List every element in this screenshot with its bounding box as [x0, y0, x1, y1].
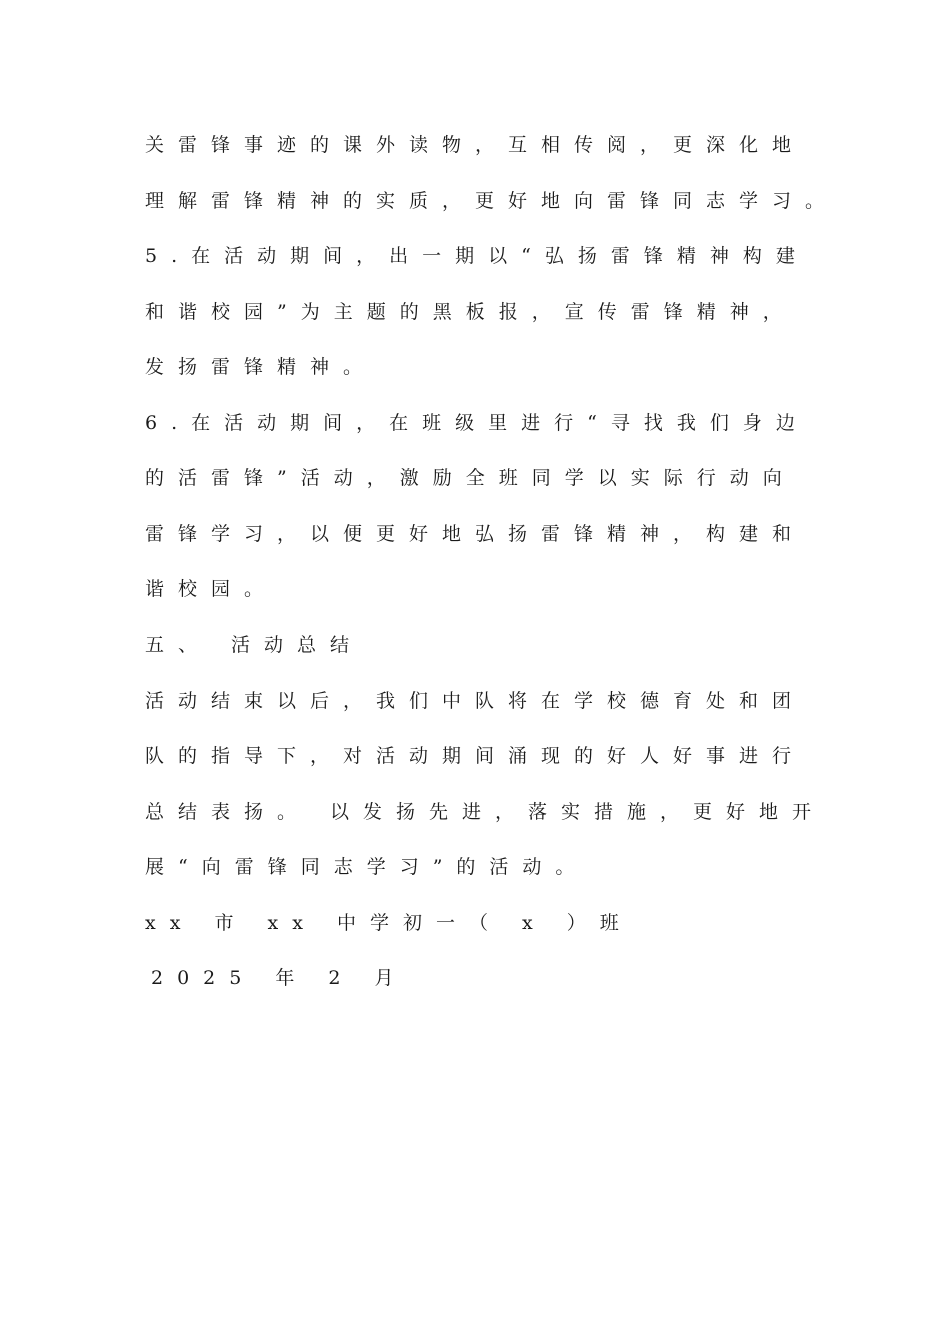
paragraph-line: 关雷锋事迹的课外读物，互相传阅，更深化地 — [145, 134, 806, 156]
paragraph-line: 展“向雷锋同志学习”的活动。 — [145, 856, 589, 878]
list-item-6-line: 6.在活动期间，在班级里进行“寻找我们身边 — [145, 412, 809, 434]
section-heading: 五、 活动总结 — [145, 634, 364, 656]
signature-date: 2025 年 2 月 — [151, 967, 408, 989]
paragraph-line: 和谐校园”为主题的黑板报，宣传雷锋精神， — [145, 301, 796, 323]
list-item-5-line: 5.在活动期间，出一期以“弘扬雷锋精神构建 — [145, 245, 809, 267]
paragraph-line: 雷锋学习，以便更好地弘扬雷锋精神，构建和 — [145, 523, 806, 545]
paragraph-line: 活动结束以后，我们中队将在学校德育处和团 — [145, 690, 806, 712]
paragraph-line: 发扬雷锋精神。 — [145, 356, 377, 378]
paragraph-line: 总结表扬。 以发扬先进，落实措施，更好地开 — [145, 801, 826, 823]
paragraph-line: 谐校园。 — [145, 578, 278, 600]
paragraph-line: 的活雷锋”活动，激励全班同学以实际行动向 — [145, 467, 796, 489]
paragraph-line: 队的指导下，对活动期间涌现的好人好事进行 — [145, 745, 806, 767]
paragraph-line: 理解雷锋精神的实质，更好地向雷锋同志学习。 — [145, 190, 839, 212]
signature-class: xx 市 xx 中学初一（ x ）班 — [145, 912, 633, 934]
